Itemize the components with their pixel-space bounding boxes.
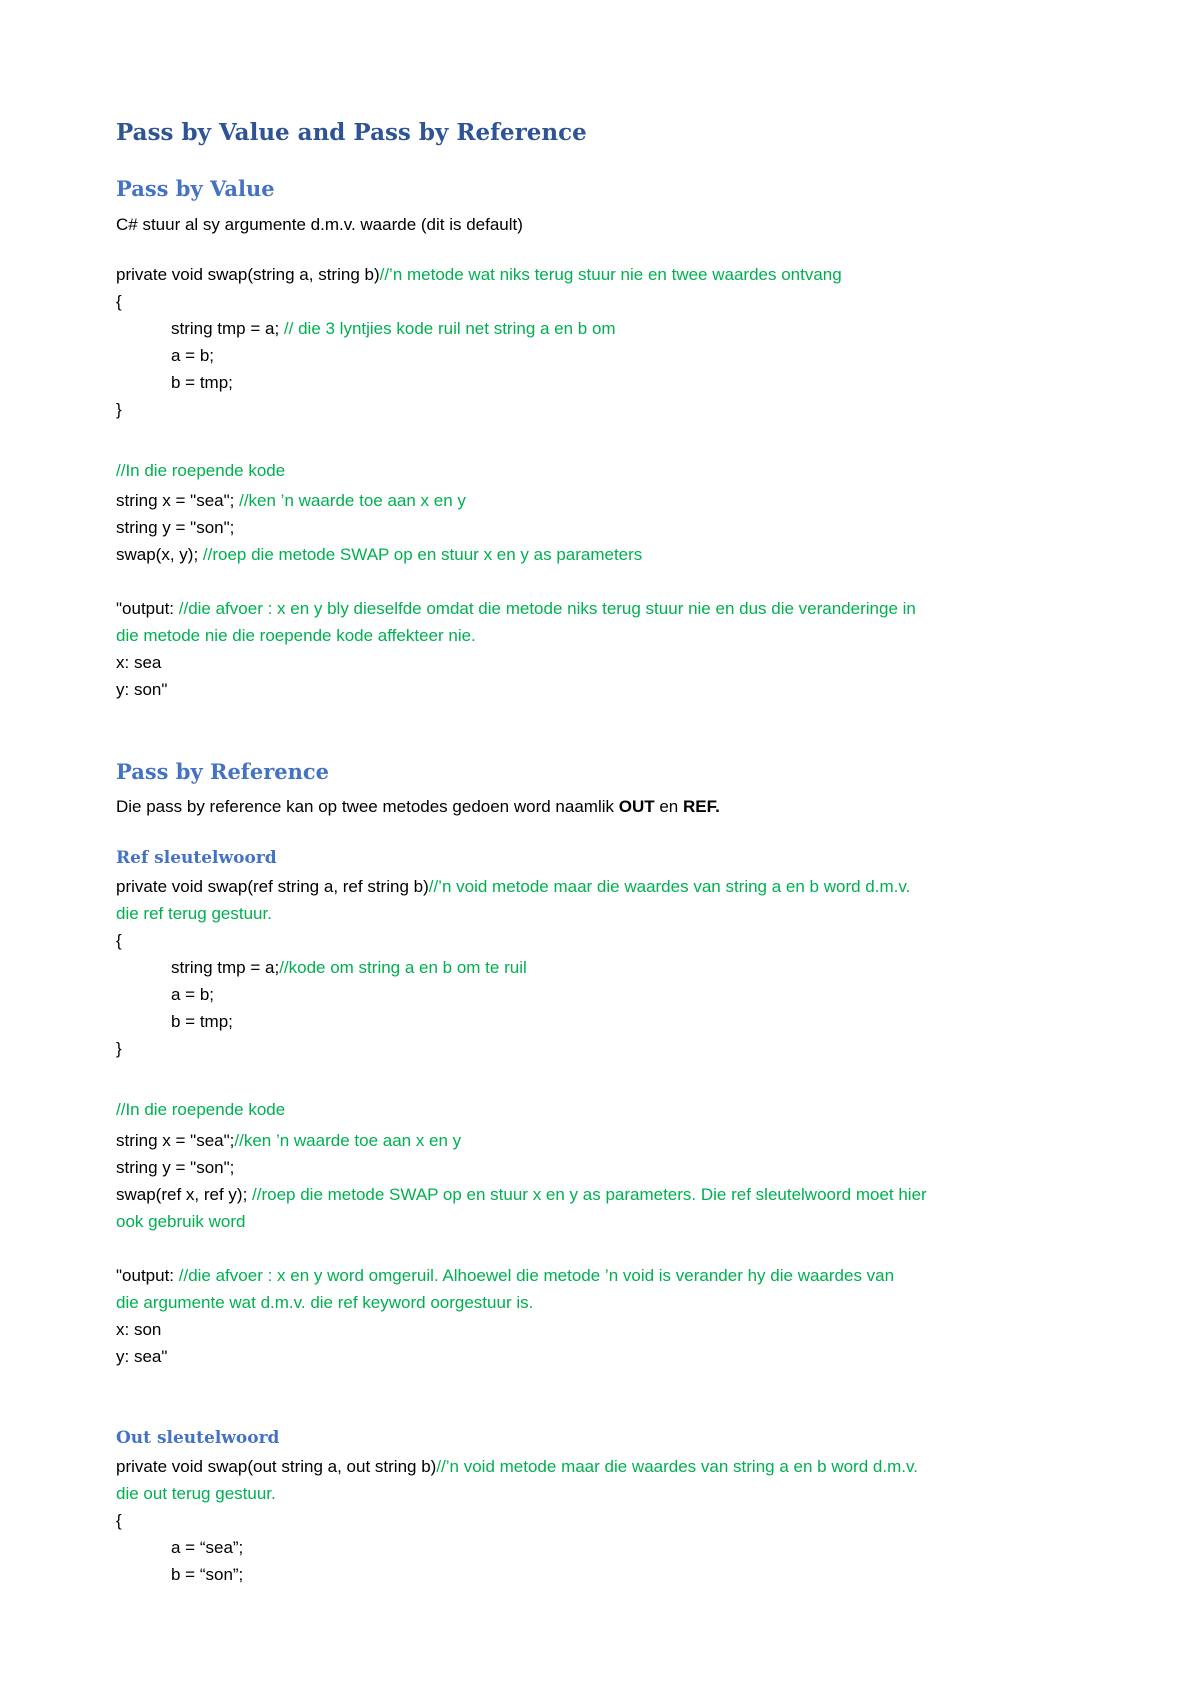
code: string x = "sea";: [116, 1131, 235, 1150]
code-comment: //’n void metode maar die waardes van string a en b word d.m.v.: [428, 877, 911, 896]
code-comment: //kode om string a en b om te ruil: [279, 958, 527, 977]
intro-text: Die pass by reference kan op twee metodes gedoen word naamlik: [116, 797, 619, 816]
code-comment: //’n metode wat niks terug stuur nie en twee waardes ontvang: [379, 265, 842, 284]
pass-by-value-intro: C# stuur al sy argumente d.m.v. waarde (dit is default): [116, 215, 523, 234]
output-label: "output:: [116, 599, 179, 618]
value-output-line-1: [116, 598, 916, 620]
out-method-comment-cont: die out terug gestuur.: [116, 1484, 276, 1503]
ref-body-line-3: b = tmp;: [171, 1012, 233, 1031]
value-call-line-3: [116, 544, 642, 566]
ref-call-line-3: [116, 1184, 927, 1206]
ref-output-y: y: sea": [116, 1347, 168, 1366]
value-output-x: x: sea: [116, 653, 162, 672]
ref-calling-comment: //In die roepende kode: [116, 1100, 286, 1119]
ref-call-comment-cont: ook gebruik word: [116, 1212, 246, 1231]
value-output-y: y: son": [116, 680, 168, 699]
code: string x = "sea";: [116, 491, 240, 510]
code-comment: //die afvoer : x en y bly dieselfde omdat die metode niks terug stuur nie en dus die veranderinge in: [178, 599, 916, 618]
code-comment: //die afvoer : x en y word omgeruil. Alhoewel die metode ’n void is verander hy die waardes van: [178, 1266, 895, 1285]
value-call-line-1: [116, 490, 466, 512]
value-method-signature: [116, 264, 842, 286]
ref-call-line-2: string y = "son";: [116, 1158, 235, 1177]
pass-by-reference-heading: Pass by Reference: [116, 759, 330, 784]
output-label: "output:: [116, 1266, 179, 1285]
value-close-brace: }: [116, 400, 122, 419]
intro-ref: REF.: [682, 797, 720, 816]
value-body-line-2: a = b;: [171, 346, 215, 365]
value-call-line-2: string y = "son";: [116, 518, 235, 537]
ref-open-brace: {: [116, 931, 122, 950]
code: swap(x, y);: [116, 545, 203, 564]
code: private void swap(string a, string b): [116, 265, 380, 284]
code-comment: //roep die metode SWAP op en stuur x en y as parameters: [202, 545, 643, 564]
document-title: Pass by Value and Pass by Reference: [116, 119, 587, 146]
out-open-brace: {: [116, 1511, 122, 1530]
ref-body-line-1: [171, 957, 527, 979]
code-comment: // die 3 lyntjies kode ruil net string a en b om: [283, 319, 616, 338]
pass-by-value-heading: Pass by Value: [116, 176, 275, 201]
ref-call-line-1: [116, 1130, 461, 1152]
ref-method-comment-cont: die ref terug gestuur.: [116, 904, 272, 923]
code: swap(ref x, ref y);: [116, 1185, 253, 1204]
code: string tmp = a;: [171, 319, 284, 338]
ref-heading: Ref sleutelwoord: [116, 848, 277, 868]
code-comment: //’n void metode maar die waardes van string a en b word d.m.v.: [436, 1457, 918, 1476]
ref-output-line-1: [116, 1265, 894, 1287]
intro-en: en: [654, 797, 683, 816]
code: private void swap(ref string a, ref string b): [116, 877, 429, 896]
value-calling-comment: //In die roepende kode: [116, 461, 286, 480]
ref-output-line-2: die argumente wat d.m.v. die ref keyword oorgestuur is.: [116, 1293, 534, 1312]
ref-output-x: x: son: [116, 1320, 162, 1339]
code-comment: //ken ’n waarde toe aan x en y: [239, 491, 466, 510]
out-body-line-2: b = “son”;: [171, 1565, 244, 1584]
code: string tmp = a;: [171, 958, 280, 977]
code-comment: //roep die metode SWAP op en stuur x en y as parameters. Die ref sleutelwoord moet hier: [252, 1185, 927, 1204]
code: private void swap(out string a, out string b): [116, 1457, 437, 1476]
code-comment: //ken ’n waarde toe aan x en y: [234, 1131, 462, 1150]
intro-out: OUT: [618, 797, 655, 816]
out-body-line-1: a = “sea”;: [171, 1538, 244, 1557]
out-heading: Out sleutelwoord: [116, 1428, 280, 1448]
pass-by-reference-intro: [116, 796, 720, 818]
value-body-line-3: b = tmp;: [171, 373, 233, 392]
ref-method-signature: [116, 876, 910, 898]
value-open-brace: {: [116, 292, 122, 311]
ref-close-brace: }: [116, 1039, 122, 1058]
value-body-line-1: [171, 318, 616, 340]
ref-body-line-2: a = b;: [171, 985, 215, 1004]
out-method-signature: [116, 1456, 918, 1478]
value-output-line-2: die metode nie die roepende kode affekteer nie.: [116, 626, 476, 645]
